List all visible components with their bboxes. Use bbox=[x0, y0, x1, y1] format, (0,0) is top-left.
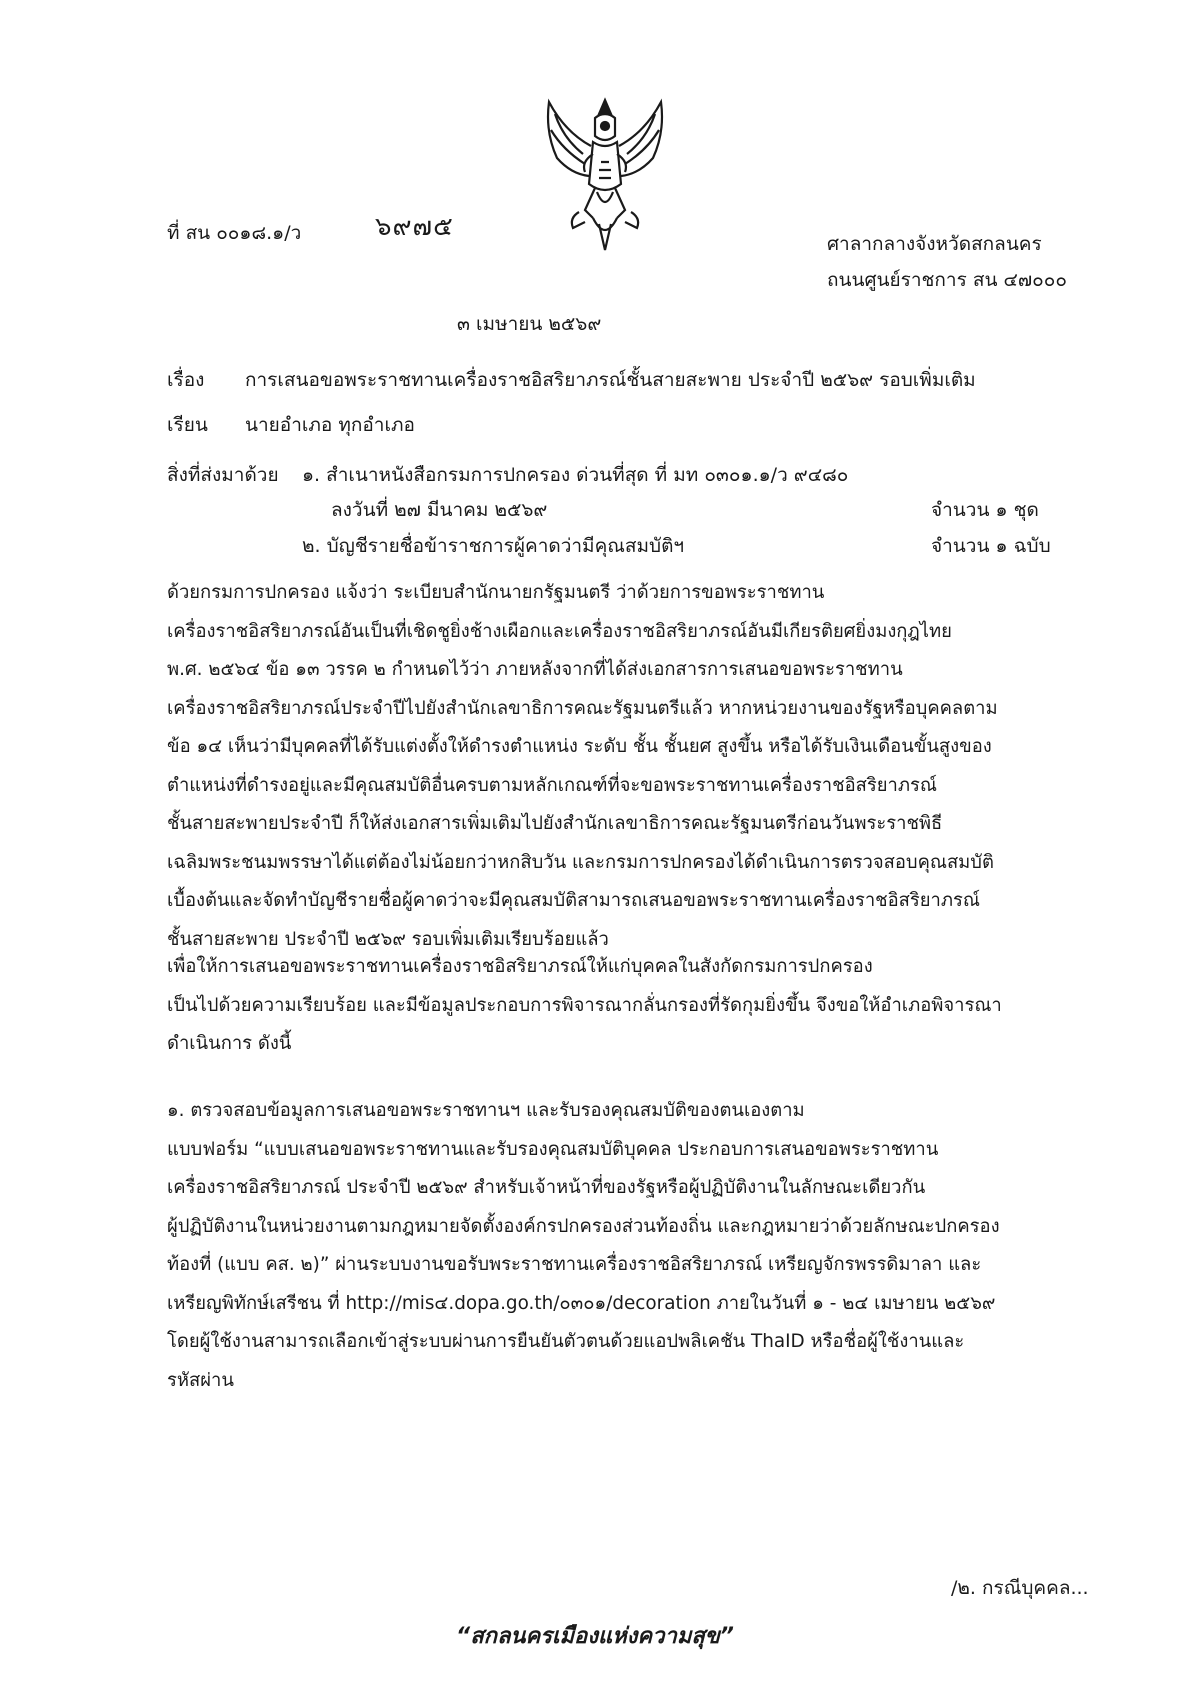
next-page-marker: /๒. กรณีบุคคล... bbox=[951, 1577, 1089, 1599]
body-line: ท้องที่ (แบบ คส. ๒)” ผ่านระบบงานขอรับพระราชทานเครื่องราชอิสริยาภรณ์ เหรียญจักรพรรดิมาลา และ bbox=[167, 1254, 982, 1275]
enclosure-item-1-date: ลงวันที่ ๒๗ มีนาคม ๒๕๖๙ bbox=[331, 499, 548, 521]
enclosures-label: สิ่งที่ส่งมาด้วย bbox=[167, 464, 279, 486]
recipient-text: นายอำเภอ ทุกอำเภอ bbox=[245, 414, 415, 436]
body-line: ดำเนินการ ดังนี้ bbox=[167, 1033, 292, 1054]
province-slogan: “สกลนครเมืองแห่งความสุข” bbox=[456, 1624, 734, 1649]
subject-label: เรื่อง bbox=[167, 369, 205, 391]
body-line: เป็นไปด้วยความเรียบร้อย และมีข้อมูลประกอบการพิจารณากลั่นกรองที่รัดกุมยิ่งขึ้น จึงขอให้อำเภอพิจารณา bbox=[167, 994, 1002, 1016]
office-name: ศาลากลางจังหวัดสกลนคร bbox=[827, 233, 1042, 255]
body-line: เครื่องราชอิสริยาภรณ์อันเป็นที่เชิดชูยิ่งช้างเผือกและเครื่องราชอิสริยาภรณ์อันมีเกียรติยศยิ่งมงกุฎไทย bbox=[167, 620, 952, 642]
body-line: แบบฟอร์ม “แบบเสนอขอพระราชทานและรับรองคุณสมบัติบุคคล ประกอบการเสนอขอพระราชทาน bbox=[167, 1138, 939, 1160]
document-number: ที่ สน ๐๐๑๘.๑/ว bbox=[167, 222, 302, 244]
body-line: รหัสผ่าน bbox=[167, 1369, 234, 1391]
enclosure-item-1: ๑. สำเนาหนังสือกรมการปกครอง ด่วนที่สุด ที่ มท ๐๓๐๑.๑/ว ๙๔๘๐ bbox=[302, 464, 849, 486]
handwritten-document-number: ๖๙๗๕ bbox=[375, 212, 454, 242]
letter-date: ๓ เมษายน ๒๕๖๙ bbox=[457, 313, 602, 335]
body-line: ด้วยกรมการปกครอง แจ้งว่า ระเบียบสำนักนายกรัฐมนตรี ว่าด้วยการขอพระราชทาน bbox=[167, 582, 825, 603]
body-line: ผู้ปฏิบัติงานในหน่วยงานตามกฎหมายจัดตั้งองค์กรปกครองส่วนท้องถิ่น และกฎหมายว่าด้วยลักษณะปกครอง bbox=[167, 1215, 1000, 1237]
recipient-label: เรียน bbox=[167, 414, 208, 436]
body-line: พ.ศ. ๒๕๖๔ ข้อ ๑๓ วรรค ๒ กำหนดไว้ว่า ภายหลังจากที่ได้ส่งเอกสารการเสนอขอพระราชทาน bbox=[167, 659, 903, 680]
office-address: ถนนศูนย์ราชการ สน ๔๗๐๐๐ bbox=[827, 269, 1067, 291]
enclosure-item-2-quantity: จำนวน ๑ ฉบับ bbox=[931, 535, 1051, 557]
body-line: ข้อ ๑๔ เห็นว่ามีบุคคลที่ได้รับแต่งตั้งให้ดำรงตำแหน่ง ระดับ ชั้น ชั้นยศ สูงขึ้น หรือได้รับเงินเดือนขั้นสูงของ bbox=[167, 736, 992, 757]
body-line: เครื่องราชอิสริยาภรณ์ ประจำปี ๒๕๖๙ สำหรับเจ้าหน้าที่ของรัฐหรือผู้ปฏิบัติงานในลักษณะเดียวกัน bbox=[167, 1177, 926, 1198]
body-line: เพื่อให้การเสนอขอพระราชทานเครื่องราชอิสริยาภรณ์ให้แก่บุคคลในสังกัดกรมการปกครอง bbox=[167, 956, 873, 977]
body-paragraph-2 bbox=[167, 948, 1087, 1064]
garuda-emblem bbox=[535, 92, 675, 262]
body-line: ชั้นสายสะพายประจำปี ก็ให้ส่งเอกสารเพิ่มเติมไปยังสำนักเลขาธิการคณะรัฐมนตรีก่อนวันพระราชพิธี bbox=[167, 813, 943, 834]
subject-text: การเสนอขอพระราชทานเครื่องราชอิสริยาภรณ์ชั้นสายสะพาย ประจำปี ๒๕๖๙ รอบเพิ่มเติม bbox=[245, 369, 976, 391]
body-line: เหรียญพิทักษ์เสรีชน ที่ http://mis๔.dopa.go.th/๐๓๐๑/decoration ภายในวันที่ ๑ - ๒๔ เมษายน ๒๕๖๙ bbox=[167, 1292, 996, 1314]
enclosure-item-1-quantity: จำนวน ๑ ชุด bbox=[931, 499, 1039, 521]
enclosure-item-2: ๒. บัญชีรายชื่อข้าราชการผู้คาดว่ามีคุณสมบัติฯ bbox=[302, 535, 685, 557]
body-line: ๑. ตรวจสอบข้อมูลการเสนอขอพระราชทานฯ และรับรองคุณสมบัติของตนเองตาม bbox=[167, 1100, 805, 1121]
body-item-1 bbox=[167, 1092, 1087, 1400]
body-line: เครื่องราชอิสริยาภรณ์ประจำปีไปยังสำนักเลขาธิการคณะรัฐมนตรีแล้ว หากหน่วยงานของรัฐหรือบุคคลตาม bbox=[167, 697, 998, 719]
body-line: โดยผู้ใช้งานสามารถเลือกเข้าสู่ระบบผ่านการยืนยันตัวตนด้วยแอปพลิเคชัน ThaID หรือชื่อผู้ใช้งานและ bbox=[167, 1331, 965, 1352]
body-line: ชั้นสายสะพาย ประจำปี ๒๕๖๙ รอบเพิ่มเติมเรียบร้อยแล้ว bbox=[167, 928, 609, 950]
body-line: เฉลิมพระชนมพรรษาได้แต่ต้องไม่น้อยกว่าหกสิบวัน และกรมการปกครองได้ดำเนินการตรวจสอบคุณสมบัติ bbox=[167, 851, 994, 873]
body-line: ตำแหน่งที่ดำรงอยู่และมีคุณสมบัติอื่นครบตามหลักเกณฑ์ที่จะขอพระราชทานเครื่องราชอิสริยาภรณ์ bbox=[167, 774, 937, 796]
body-paragraph-1 bbox=[167, 574, 1087, 959]
body-line: เบื้องต้นและจัดทำบัญชีรายชื่อผู้คาดว่าจะมีคุณสมบัติสามารถเสนอขอพระราชทานเครื่องราชอิสริยาภรณ์ bbox=[167, 890, 980, 911]
